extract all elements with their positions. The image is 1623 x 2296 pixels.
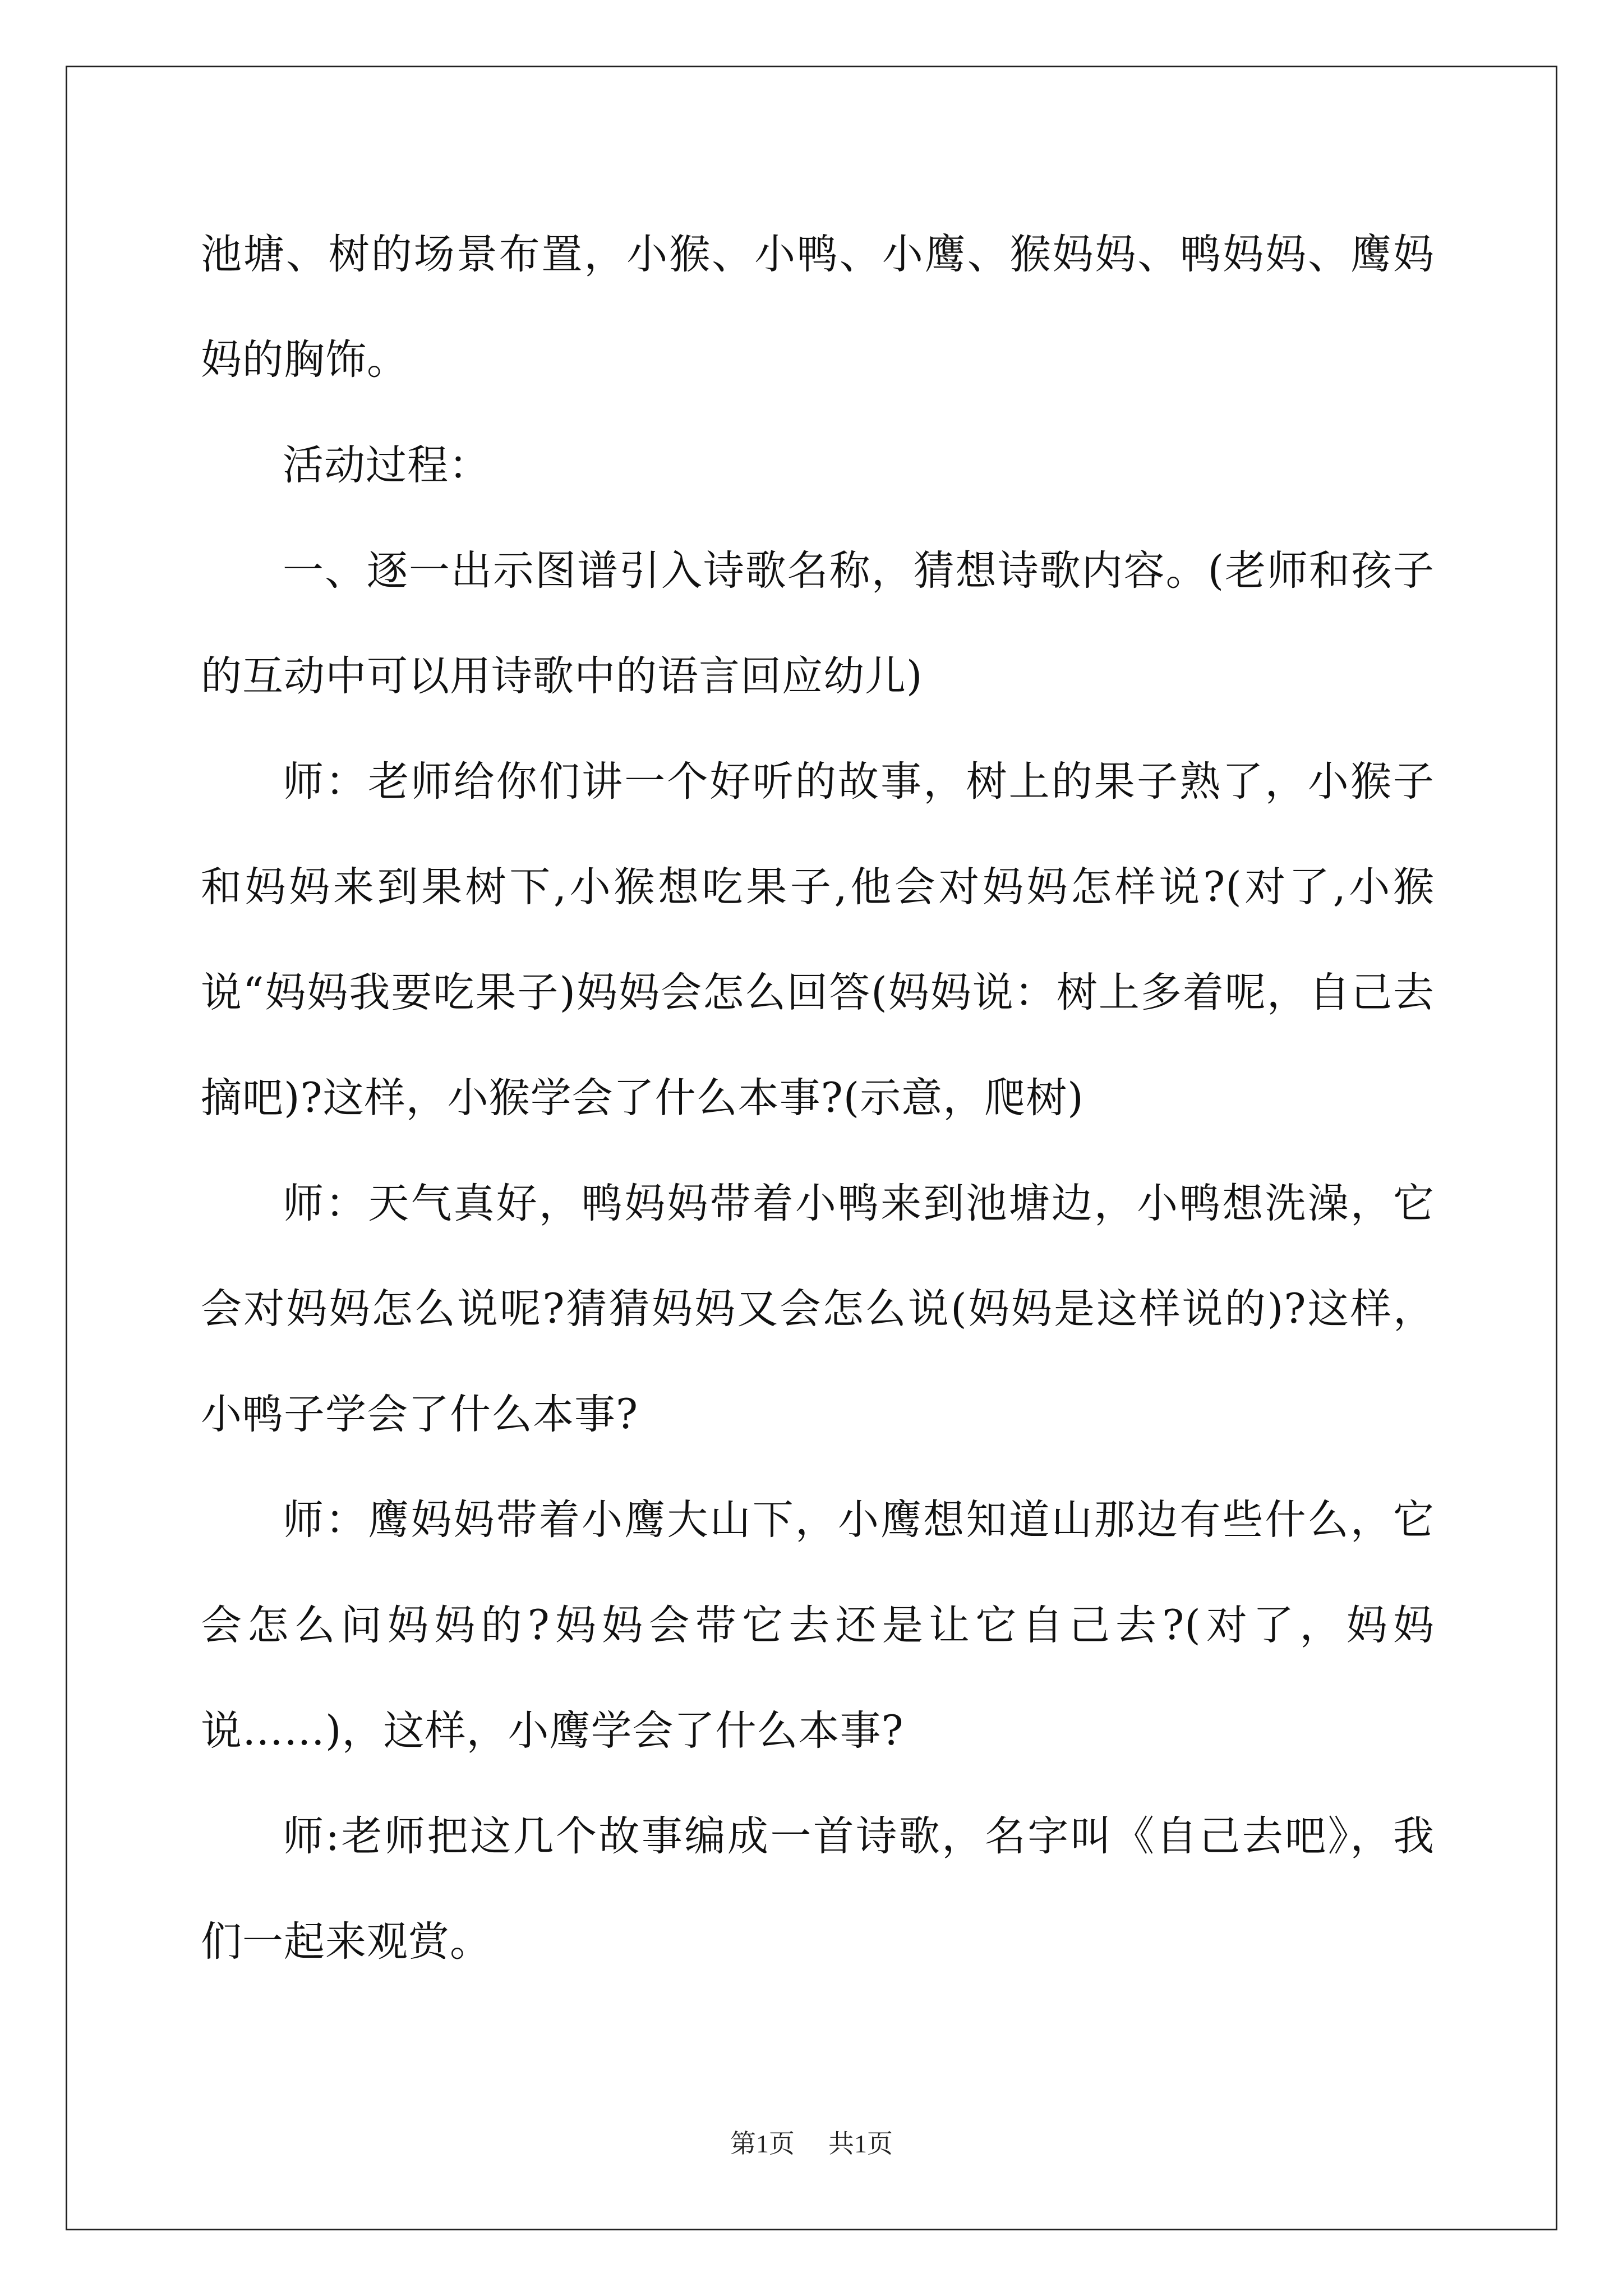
paragraph: 池塘、树的场景布置，小猴、小鸭、小鹰、猴妈妈、鸭妈妈、鹰妈妈的胸饰。 [201,231,1435,384]
paragraph: 师：鹰妈妈带着小鹰大山下，小鹰想知道山那边有些什么，它会怎么问妈妈的?妈妈会带它去还是让它自己去?(对了，妈妈说……)，这样，小鹰学会了什么本事? [201,1496,1435,1755]
page-number: 第1页 [730,2129,795,2158]
paragraph: 活动过程： [283,441,490,489]
paragraph: 师：天气真好，鸭妈妈带着小鸭来到池塘边，小鸭想洗澡，它会对妈妈怎么说呢?猜猜妈妈又会怎么说(妈妈是这样说的)?这样，小鸭子学会了什么本事? [201,1180,1435,1438]
document-body [201,202,1435,1995]
paragraph: 师:老师把这几个故事编成一首诗歌，名字叫《自己去吧》，我们一起来观赏。 [201,1812,1435,1966]
page-footer [0,2123,1623,2160]
paragraph: 一、逐一出示图谱引入诗歌名称，猜想诗歌内容。(老师和孩子的互动中可以用诗歌中的语言回应幼儿) [201,547,1435,700]
paragraph: 师：老师给你们讲一个好听的故事，树上的果子熟了，小猴子和妈妈来到果树下,小猴想吃果子,他会对妈妈怎样说?(对了,小猴说“妈妈我要吃果子)妈妈会怎么回答(妈妈说：树上多着呢，自己去摘吧)?这样，小猴学会了什么本事?(示意，爬树) [201,758,1435,1122]
page-total: 共1页 [828,2129,893,2158]
